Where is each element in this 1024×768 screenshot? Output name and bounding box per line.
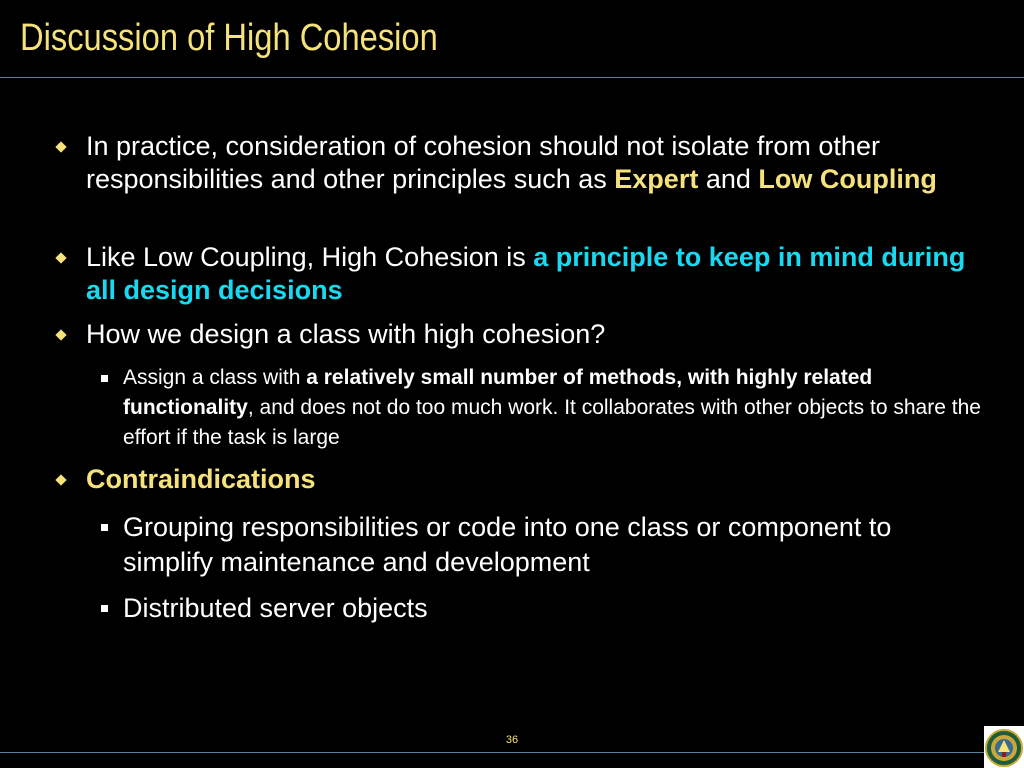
- slide-title: Discussion of High Cohesion: [20, 17, 438, 59]
- diamond-bullet-icon: [55, 252, 66, 263]
- square-bullet-icon: [101, 605, 108, 612]
- page-number: 36: [505, 734, 519, 746]
- square-bullet-icon: [101, 375, 108, 382]
- methods-highlight: a relatively small number of methods, with highly related functionality: [123, 366, 873, 419]
- bullet-text: and: [698, 164, 759, 194]
- bullet-text: In practice, consideration of cohesion should not isolate from other responsibilities and other principles such as: [86, 131, 880, 194]
- diamond-bullet-icon: [55, 329, 66, 340]
- bullet-consideration: [86, 130, 986, 196]
- university-seal-icon: [984, 726, 1024, 768]
- sub-bullet-grouping: Grouping responsibilities or code into one class or component to simplify maintenance and development: [123, 512, 892, 577]
- bullet-text: Like Low Coupling, High Cohesion is: [86, 242, 534, 272]
- sub-bullet-distributed: Distributed server objects: [123, 593, 428, 623]
- footer-divider: [0, 752, 1024, 753]
- principle-highlight: a principle to keep in mind during all design decisions: [86, 242, 966, 305]
- sub-bullet-assign-class: [123, 363, 993, 453]
- bullet-like-low-coupling: [86, 241, 986, 307]
- bullet-text: , and does not do too much work. It collaborates with other objects to share the effort if the task is large: [123, 396, 981, 449]
- bullet-contraindications: Contraindications: [86, 464, 316, 494]
- bullet-how-we-design: How we design a class with high cohesion?: [86, 319, 606, 349]
- diamond-bullet-icon: [55, 474, 66, 485]
- square-bullet-icon: [101, 524, 108, 531]
- diamond-bullet-icon: [55, 141, 66, 152]
- title-divider: [0, 77, 1024, 78]
- low-coupling-term: Low Coupling: [758, 164, 937, 194]
- bullet-text: Assign a class with: [123, 366, 307, 389]
- expert-term: Expert: [614, 164, 699, 194]
